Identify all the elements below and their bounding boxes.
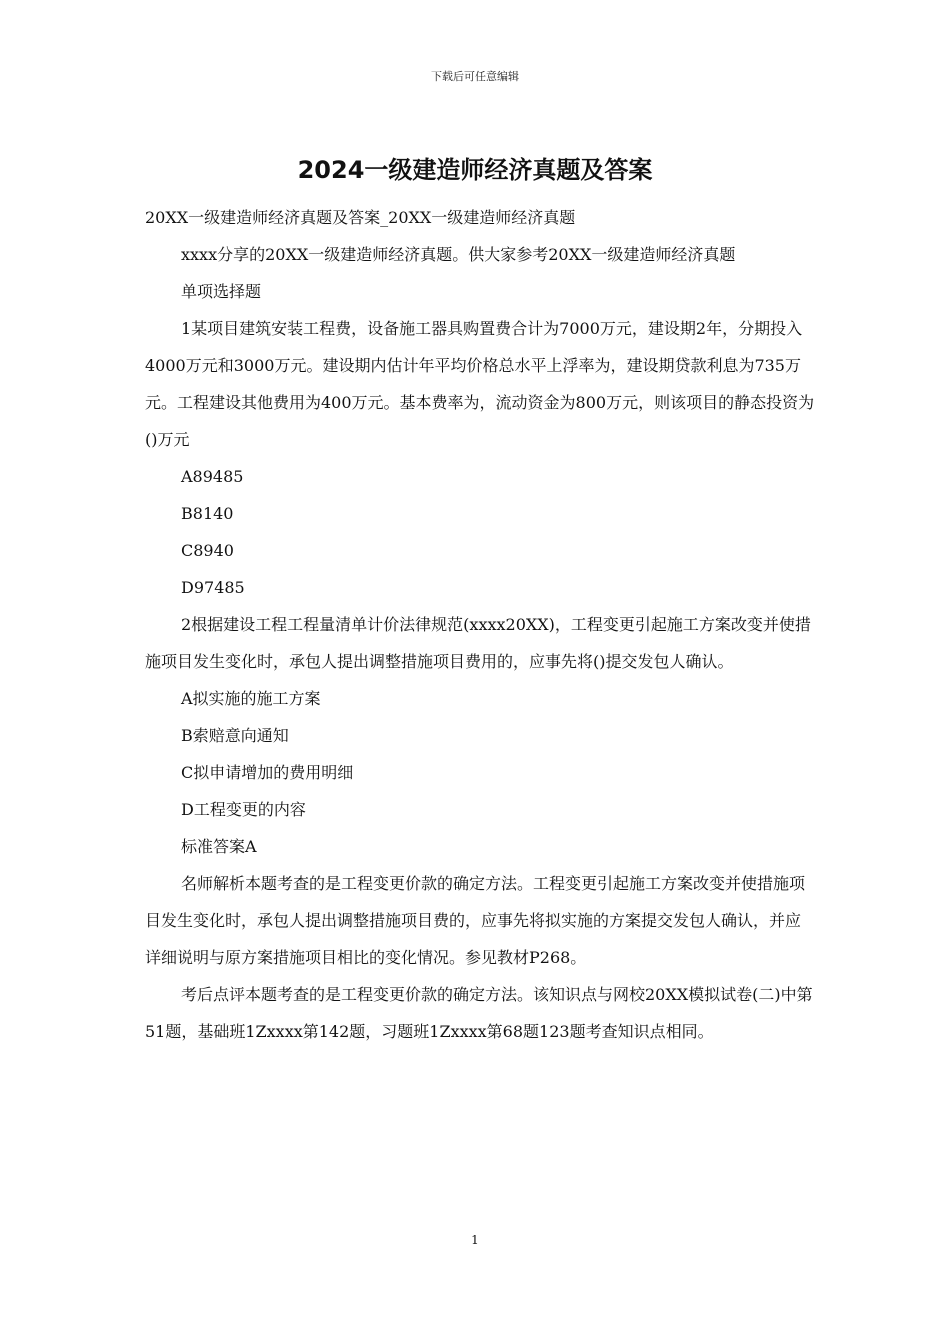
page-number: 1: [471, 1233, 479, 1247]
question-2-option-d: D工程变更的内容: [181, 800, 306, 819]
post-exam-comment: 考后点评本题考查的是工程变更价款的确定方法。该知识点与网校20XX模拟试卷(二)中第51题，基础班1Zxxxx第142题，习题班1Zxxxx第68题123题考查知识点相同。: [145, 985, 813, 1041]
question-1: 1某项目建筑安装工程费，设备施工器具购置费合计为7000万元，建设期2年，分期投入4000万元和3000万元。建设期内估计年平均价格总水平上浮率为，建设期贷款利息为735万元。工程建设其他费用为400万元。基本费率为，流动资金为800万元，则该项目的静态投资为()万元: [145, 319, 815, 449]
question-2-option-c: C拟申请增加的费用明细: [181, 763, 354, 782]
question-1-option-b: B8140: [181, 504, 234, 523]
document-body: [145, 199, 815, 1050]
question-2: 2根据建设工程工程量清单计价法律规范(xxxx20XX)，工程变更引起施工方案改变并使措施项目发生变化时，承包人提出调整措施项目费用的，应事先将()提交发包人确认。: [145, 615, 811, 671]
section-heading: 单项选择题: [181, 282, 262, 301]
document-title: 2024一级建造师经济真题及答案: [297, 156, 653, 184]
standard-answer: 标准答案A: [181, 837, 257, 856]
header-note: 下载后可任意编辑: [431, 70, 519, 83]
question-1-option-c: C8940: [181, 541, 234, 560]
question-2-option-a: A拟实施的施工方案: [181, 689, 321, 708]
paragraph: xxxx分享的20XX一级建造师经济真题。供大家参考20XX一级建造师经济真题: [181, 245, 736, 264]
question-1-option-a: A89485: [181, 467, 244, 486]
expert-analysis: 名师解析本题考查的是工程变更价款的确定方法。工程变更引起施工方案改变并使措施项目发生变化时，承包人提出调整措施项目费的，应事先将拟实施的方案提交发包人确认，并应详细说明与原方案措施项目相比的变化情况。参见教材P268。: [145, 874, 806, 967]
question-2-option-b: B索赔意向通知: [181, 726, 289, 745]
question-1-option-d: D97485: [181, 578, 245, 597]
paragraph: 20XX一级建造师经济真题及答案_20XX一级建造师经济真题: [145, 208, 576, 227]
